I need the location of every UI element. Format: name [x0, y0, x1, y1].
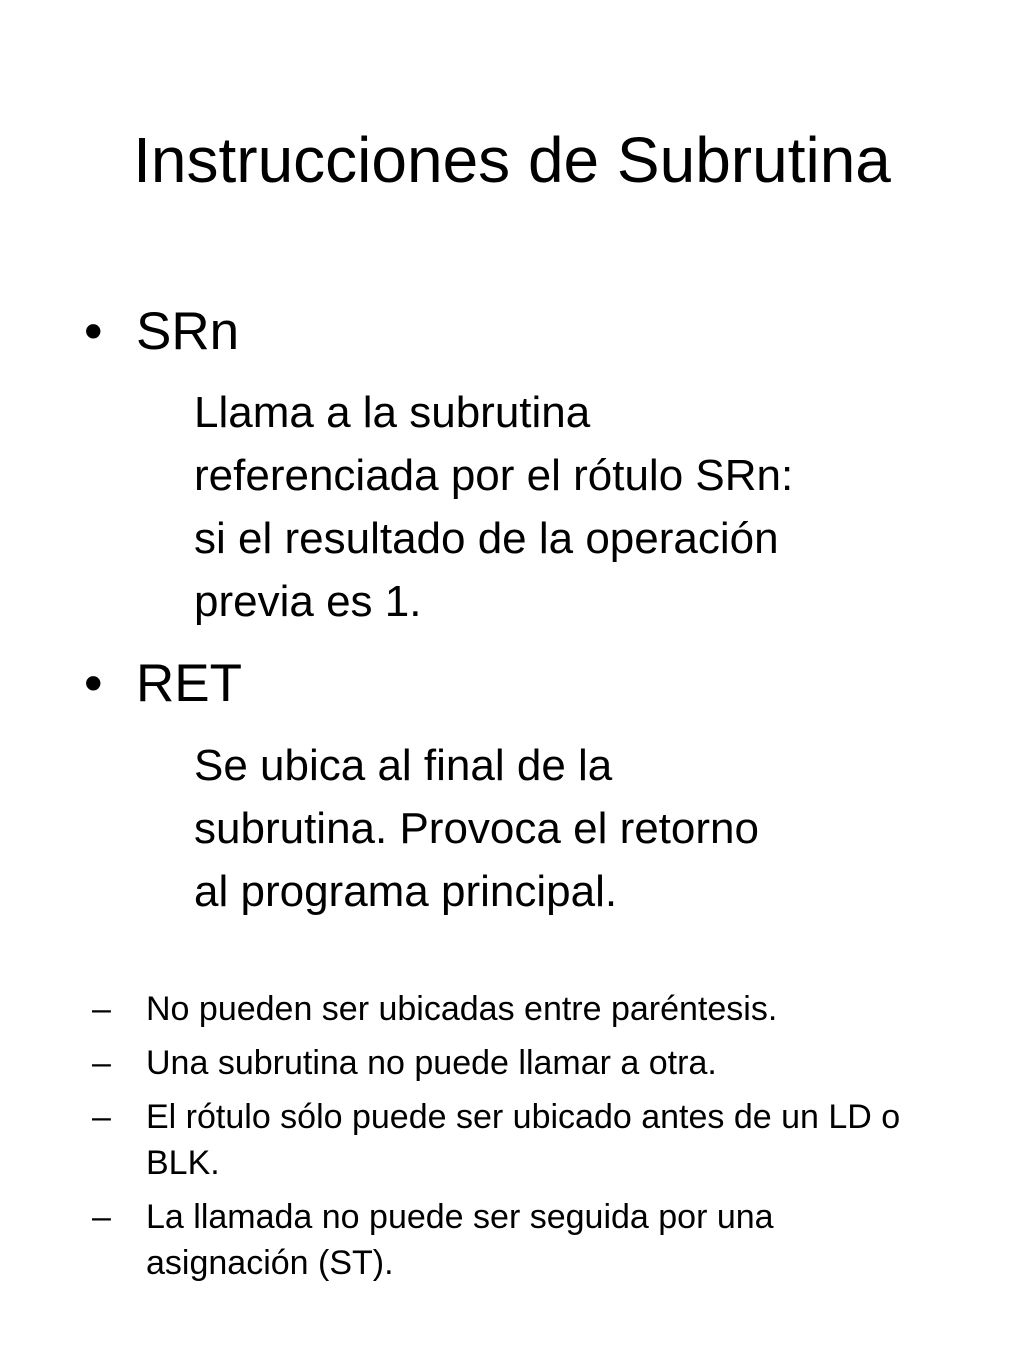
bullet-marker: • — [84, 654, 103, 713]
note-text: El rótulo sólo puede ser ubicado antes de un LD o BLK. — [146, 1098, 901, 1182]
bullet-srn-description — [194, 381, 954, 633]
bullet-ret — [84, 652, 242, 716]
description-line: si el resultado de la operación — [194, 514, 779, 563]
bullet-term: RET — [136, 654, 242, 713]
bullet-term: SRn — [136, 302, 240, 361]
description-line: Llama a la subrutina — [194, 388, 591, 437]
dash-marker: – — [92, 1044, 111, 1082]
dash-marker: – — [92, 990, 111, 1028]
list-item — [92, 1094, 932, 1186]
slide-title: Instrucciones de Subrutina — [133, 124, 891, 196]
list-item — [92, 986, 932, 1032]
list-item — [92, 1194, 932, 1286]
dash-marker: – — [92, 1198, 111, 1236]
bullet-srn — [84, 300, 239, 364]
bullet-marker: • — [84, 302, 103, 361]
description-line: subrutina. Provoca el retorno — [194, 804, 759, 853]
description-line: referenciada por el rótulo SRn: — [194, 451, 794, 500]
description-line: al programa principal. — [194, 867, 618, 916]
note-text: La llamada no puede ser seguida por una asignación (ST). — [146, 1198, 774, 1282]
bullet-ret-description — [194, 734, 954, 923]
note-text: Una subrutina no puede llamar a otra. — [146, 1044, 717, 1082]
description-line: previa es 1. — [194, 577, 422, 626]
note-text: No pueden ser ubicadas entre paréntesis. — [146, 990, 778, 1028]
list-item — [92, 1040, 932, 1086]
description-line: Se ubica al final de la — [194, 741, 613, 790]
dash-marker: – — [92, 1098, 111, 1136]
notes-list — [92, 986, 932, 1294]
